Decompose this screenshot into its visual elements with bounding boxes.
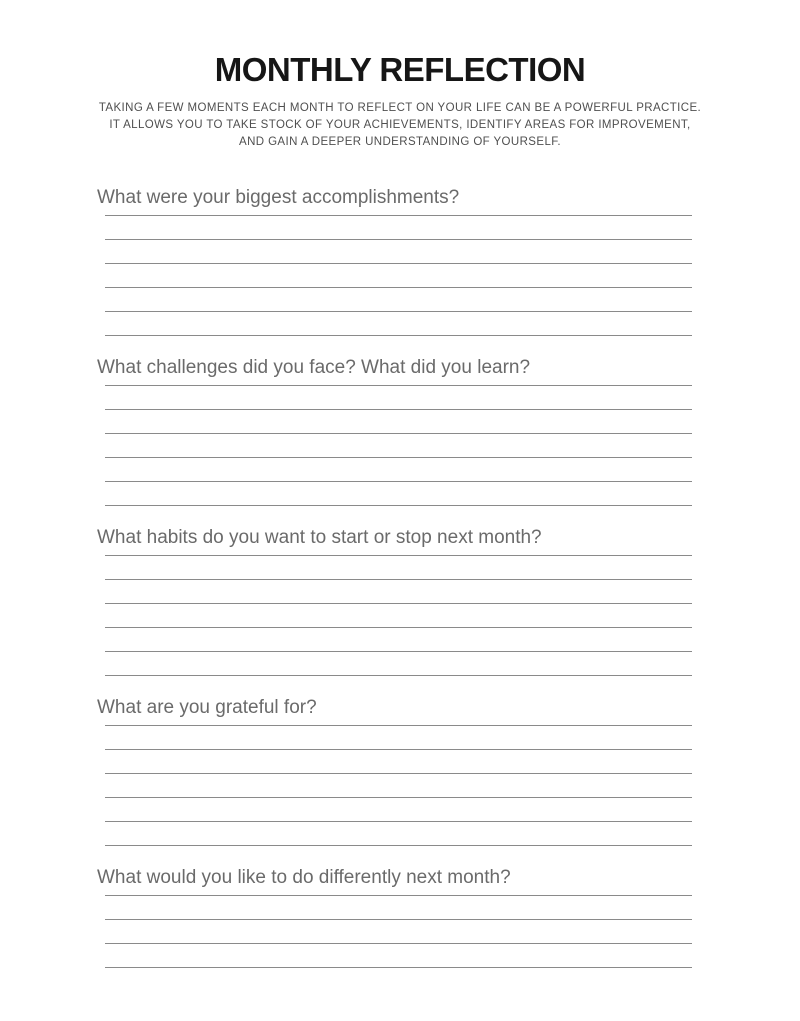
- writing-line: [105, 774, 692, 798]
- reflection-section: [97, 866, 692, 988]
- writing-line: [105, 264, 692, 288]
- writing-line: [105, 556, 692, 580]
- intro-paragraph: [0, 100, 800, 151]
- writing-lines: [105, 890, 692, 988]
- page-title: MONTHLY REFLECTION: [214, 51, 586, 88]
- writing-line: [105, 822, 692, 846]
- writing-line: [105, 216, 692, 240]
- writing-line: [105, 386, 692, 410]
- writing-line: [105, 920, 692, 944]
- reflection-section: [97, 696, 692, 866]
- writing-line: [105, 652, 692, 676]
- section-question: What are you grateful for?: [97, 697, 317, 718]
- section-question: What would you like to do differently next month?: [97, 867, 511, 888]
- reflection-section: [97, 356, 692, 526]
- writing-line: [105, 750, 692, 774]
- section-question: What habits do you want to start or stop next month?: [97, 527, 542, 548]
- writing-lines: [105, 550, 692, 696]
- sections: [97, 186, 692, 988]
- writing-line: [105, 726, 692, 750]
- writing-lines: [105, 380, 692, 526]
- intro-line: TAKING A FEW MOMENTS EACH MONTH TO REFLECT ON YOUR LIFE CAN BE A POWERFUL PRACTICE.: [98, 102, 702, 114]
- reflection-section: [97, 186, 692, 356]
- writing-lines: [105, 720, 692, 866]
- writing-lines: [105, 210, 692, 356]
- writing-line: [105, 458, 692, 482]
- reflection-section: [97, 526, 692, 696]
- section-question: What were your biggest accomplishments?: [97, 187, 460, 208]
- writing-line: [105, 482, 692, 506]
- writing-line: [105, 288, 692, 312]
- writing-line: [105, 580, 692, 604]
- writing-line: [105, 896, 692, 920]
- writing-line: [105, 240, 692, 264]
- writing-line: [105, 312, 692, 336]
- writing-line: [105, 798, 692, 822]
- section-question: What challenges did you face? What did you learn?: [97, 357, 531, 378]
- writing-line: [105, 434, 692, 458]
- writing-line: [105, 410, 692, 434]
- intro-line: IT ALLOWS YOU TO TAKE STOCK OF YOUR ACHIEVEMENTS, IDENTIFY AREAS FOR IMPROVEMENT,: [109, 119, 691, 131]
- intro-line: AND GAIN A DEEPER UNDERSTANDING OF YOURSELF.: [239, 136, 561, 148]
- writing-line: [105, 944, 692, 968]
- writing-line: [105, 628, 692, 652]
- writing-line: [105, 604, 692, 628]
